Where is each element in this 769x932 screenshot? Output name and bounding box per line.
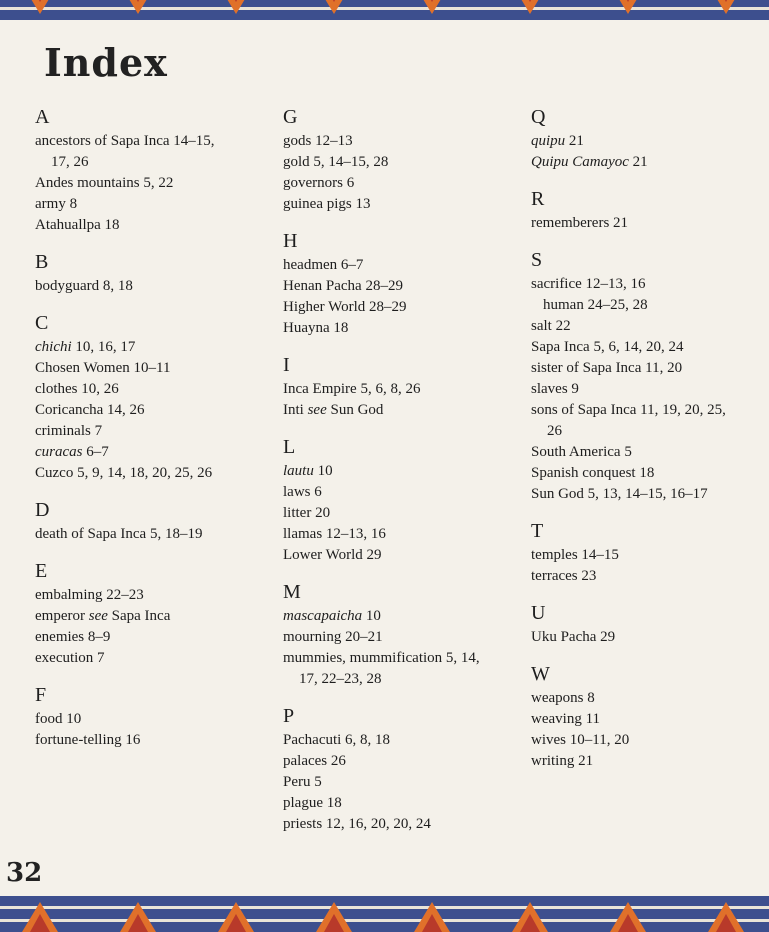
index-entry: chichi 10, 16, 17 (35, 339, 136, 355)
section-letter: E (35, 560, 48, 582)
index-entry: governors 6 (283, 175, 355, 191)
index-entry: clothes 10, 26 (35, 381, 119, 397)
section-letter: L (283, 436, 296, 458)
index-entry: guinea pigs 13 (283, 196, 371, 212)
index-entry: priests 12, 16, 20, 20, 24 (283, 816, 431, 832)
index-entry: mourning 20–21 (283, 629, 383, 645)
index-entry: Coricancha 14, 26 (35, 402, 145, 418)
page-number: 32 (6, 858, 43, 888)
index-entry: Peru 5 (283, 774, 322, 790)
section-letter: H (283, 230, 298, 252)
index-entry: Spanish conquest 18 (531, 465, 655, 481)
index-entry: Chosen Women 10–11 (35, 360, 171, 376)
section-letter: R (531, 188, 545, 210)
section-letter: Q (531, 106, 546, 128)
index-entry: enemies 8–9 (35, 629, 111, 645)
section-letter: M (283, 581, 301, 603)
section-letter: D (35, 499, 50, 521)
index-entry: temples 14–15 (531, 547, 619, 563)
index-entry: palaces 26 (283, 753, 346, 769)
index-entry: rememberers 21 (531, 215, 629, 231)
index-column-1 (35, 104, 275, 751)
section-letter: C (35, 312, 49, 334)
section-letter: U (531, 602, 546, 624)
index-entry: Inti see Sun God (283, 402, 384, 418)
index-entry: Inca Empire 5, 6, 8, 26 (283, 381, 421, 397)
index-subentry: human 24–25, 28 (543, 297, 648, 313)
section-letter: W (531, 663, 550, 685)
index-entry: Quipu Camayoc 21 (531, 154, 648, 170)
index-entry: army 8 (35, 196, 78, 212)
index-entry: fortune-telling 16 (35, 732, 141, 748)
index-entry: Uku Pacha 29 (531, 629, 616, 645)
index-entry: weapons 8 (531, 690, 595, 706)
index-entry: Pachacuti 6, 8, 18 (283, 732, 391, 748)
zigzag-pattern-icon (0, 0, 769, 20)
index-entry: criminals 7 (35, 423, 103, 439)
index-entry: Lower World 29 (283, 547, 382, 563)
index-entry: gods 12–13 (283, 133, 353, 149)
index-entry: llamas 12–13, 16 (283, 526, 386, 542)
section-letter: T (531, 520, 544, 542)
index-entry: ancestors of Sapa Inca 14–15, 17, 26 (35, 133, 215, 170)
section-letter: A (35, 106, 50, 128)
index-entry: terraces 23 (531, 568, 597, 584)
index-entry: weaving 11 (531, 711, 601, 727)
index-column-3 (531, 104, 766, 772)
section-letter: F (35, 684, 47, 706)
index-entry: mummies, mummification 5, 14, 17, 22–23, 28 (283, 650, 480, 687)
index-entry: plague 18 (283, 795, 342, 811)
index-entry: execution 7 (35, 650, 105, 666)
index-entry: wives 10–11, 20 (531, 732, 630, 748)
index-entry: sister of Sapa Inca 11, 20 (531, 360, 683, 376)
index-entry: embalming 22–23 (35, 587, 144, 603)
index-entry: sacrifice 12–13, 16 (531, 276, 646, 292)
index-entry: litter 20 (283, 505, 331, 521)
index-entry: Atahuallpa 18 (35, 217, 120, 233)
index-entry: Higher World 28–29 (283, 299, 407, 315)
zigzag-pattern-icon (0, 896, 769, 932)
page-title: Index (44, 40, 168, 85)
index-entry: Henan Pacha 28–29 (283, 278, 403, 294)
index-entry: South America 5 (531, 444, 632, 460)
index-column-2 (283, 104, 523, 835)
index-entry: gold 5, 14–15, 28 (283, 154, 389, 170)
section-letter: G (283, 106, 298, 128)
decorative-border-top (0, 0, 769, 20)
index-entry: Sun God 5, 13, 14–15, 16–17 (531, 486, 708, 502)
index-entry: salt 22 (531, 318, 571, 334)
section-letter: B (35, 251, 49, 273)
index-entry: emperor see Sapa Inca (35, 608, 171, 624)
index-entry: Andes mountains 5, 22 (35, 175, 174, 191)
index-entry: mascapaicha 10 (283, 608, 381, 624)
index-entry: food 10 (35, 711, 82, 727)
index-entry: death of Sapa Inca 5, 18–19 (35, 526, 203, 542)
index-entry: Cuzco 5, 9, 14, 18, 20, 25, 26 (35, 465, 213, 481)
index-entry: lautu 10 (283, 463, 333, 479)
index-entry: bodyguard 8, 18 (35, 278, 133, 294)
index-entry: headmen 6–7 (283, 257, 364, 273)
index-entry: writing 21 (531, 753, 594, 769)
section-letter: P (283, 705, 295, 727)
index-entry: quipu 21 (531, 133, 584, 149)
index-entry: laws 6 (283, 484, 322, 500)
decorative-border-bottom (0, 896, 769, 932)
index-entry: Huayna 18 (283, 320, 349, 336)
index-entry: curacas 6–7 (35, 444, 109, 460)
index-entry: sons of Sapa Inca 11, 19, 20, 25, 26 (531, 402, 726, 439)
section-letter: S (531, 249, 543, 271)
index-entry: slaves 9 (531, 381, 579, 397)
section-letter: I (283, 354, 290, 376)
index-entry: Sapa Inca 5, 6, 14, 20, 24 (531, 339, 684, 355)
